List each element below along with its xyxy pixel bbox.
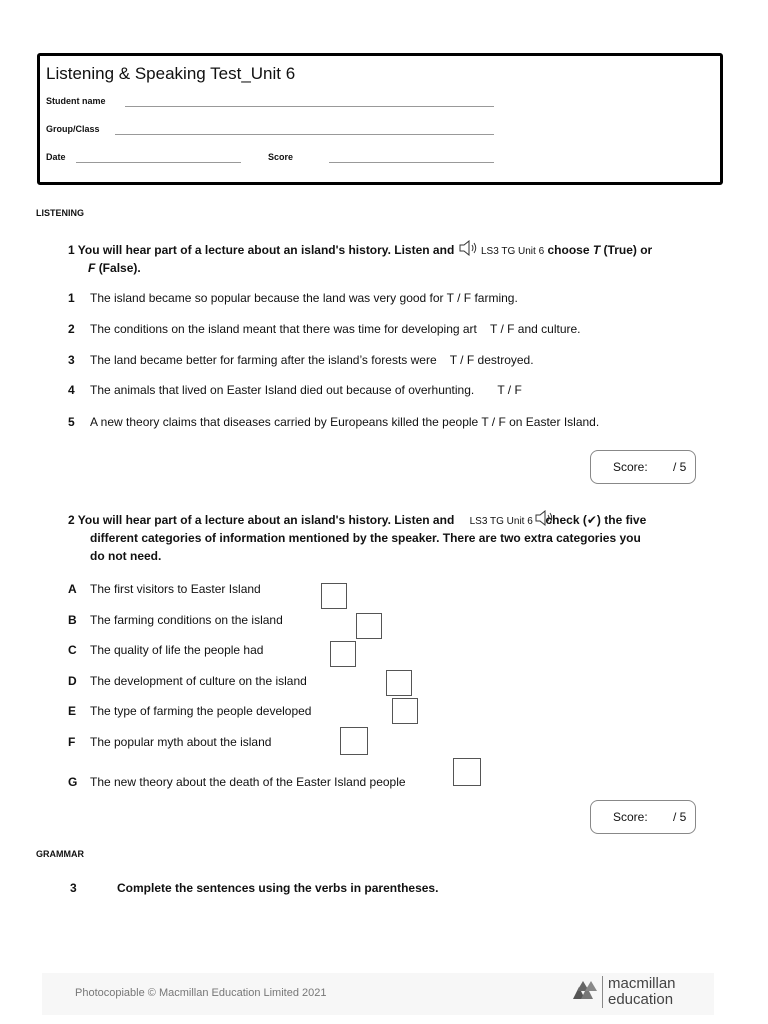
- question-2-instruction: check (✔) the five: [545, 513, 647, 527]
- q2-item-f-letter: F: [68, 735, 76, 749]
- student-name-field[interactable]: [125, 106, 494, 107]
- page-title: Listening & Speaking Test_Unit 6: [46, 64, 296, 83]
- question-2-line-3: do not need.: [90, 549, 162, 563]
- q2-item-e-checkbox[interactable]: [392, 698, 418, 724]
- q2-item-d-letter: D: [68, 674, 77, 688]
- q1-item-5-number: 5: [68, 415, 75, 429]
- false-letter: F: [88, 261, 96, 275]
- section-listening-label: LISTENING: [36, 208, 85, 218]
- question-2-line-1: [68, 510, 646, 531]
- q2-item-d-text: The development of culture on the island: [90, 674, 307, 688]
- question-1-instruction: choose: [547, 243, 590, 257]
- q1-score-box[interactable]: [590, 450, 696, 484]
- date-field[interactable]: [76, 162, 241, 163]
- footer-copyright: Photocopiable © Macmillan Education Limited 2021: [75, 987, 327, 999]
- true-letter: T: [592, 243, 601, 257]
- question-3-number: 3: [70, 881, 77, 895]
- q2-item-a-letter: A: [68, 582, 77, 596]
- logo-divider: [602, 976, 603, 1008]
- q1-score-total: / 5: [673, 460, 687, 474]
- question-2-text: 2 You will hear part of a lecture about an island's history. Listen and: [68, 513, 455, 527]
- q1-item-2-number: 2: [68, 322, 75, 336]
- group-class-label: Group/Class: [46, 124, 100, 134]
- q2-item-g-letter: G: [68, 775, 78, 789]
- macmillan-logo-icon: [572, 979, 598, 1001]
- question-1-text: 1 You will hear part of a lecture about an island's history. Listen and: [68, 243, 455, 257]
- q2-item-f-checkbox[interactable]: [340, 727, 368, 755]
- logo-word-macmillan: macmillan: [608, 975, 676, 992]
- q2-item-f-text: The popular myth about the island: [90, 735, 272, 749]
- q2-item-g-checkbox[interactable]: [453, 758, 481, 786]
- q2-item-b-letter: B: [68, 613, 77, 627]
- q1-item-4-text[interactable]: The animals that lived on Easter Island died out because of overhunting. T / F: [90, 383, 522, 397]
- q2-item-c-letter: C: [68, 643, 77, 657]
- question-3-text: Complete the sentences using the verbs in parentheses.: [117, 881, 439, 895]
- q2-item-b-text: The farming conditions on the island: [90, 613, 283, 627]
- q1-item-5-text[interactable]: A new theory claims that diseases carried by Europeans killed the people T / F on Easter Island.: [90, 415, 600, 429]
- question-2-line-2: different categories of information mentioned by the speaker. There are two extra categories you: [90, 531, 641, 545]
- true-text: (True) or: [603, 243, 653, 257]
- false-text: (False).: [98, 261, 141, 275]
- score-field[interactable]: [329, 162, 494, 163]
- q2-item-e-text: The type of farming the people developed: [90, 704, 312, 718]
- audio-track-label: LS3 TG Unit 6: [480, 246, 545, 257]
- q2-score-label: Score:: [613, 810, 648, 824]
- q2-item-e-letter: E: [68, 704, 77, 718]
- q2-item-a-text: The first visitors to Easter Island: [90, 582, 261, 596]
- q2-item-a-checkbox[interactable]: [321, 583, 347, 609]
- q1-item-1-text[interactable]: The island became so popular because the land was very good for T / F farming.: [90, 291, 518, 305]
- score-label: Score: [268, 152, 294, 162]
- q1-item-2-text[interactable]: The conditions on the island meant that there was time for developing art T / F and culture.: [90, 322, 581, 336]
- q1-score-label: Score:: [613, 460, 648, 474]
- q1-item-3-number: 3: [68, 353, 75, 367]
- q1-item-3-text[interactable]: The land became better for farming after the island’s forests were T / F destroyed.: [90, 353, 534, 367]
- question-1-line-1: [68, 240, 652, 261]
- q2-item-g-text: The new theory about the death of the Easter Island people: [90, 775, 406, 789]
- q2-item-c-text: The quality of life the people had: [90, 643, 264, 657]
- q1-item-4-number: 4: [68, 383, 75, 397]
- q2-score-box[interactable]: [590, 800, 696, 834]
- q2-item-d-checkbox[interactable]: [386, 670, 412, 696]
- q2-item-c-checkbox[interactable]: [330, 641, 356, 667]
- group-class-field[interactable]: [115, 134, 494, 135]
- question-1-line-2: [88, 259, 141, 277]
- q2-score-total: / 5: [673, 810, 687, 824]
- audio-track-label-2: LS3 TG Unit 6: [469, 516, 533, 527]
- speaker-icon[interactable]: [458, 240, 478, 256]
- q2-item-b-checkbox[interactable]: [356, 613, 382, 639]
- q1-item-1-number: 1: [68, 291, 75, 305]
- section-grammar-label: GRAMMAR: [36, 849, 84, 859]
- date-label: Date: [46, 152, 66, 162]
- logo-word-education: education: [608, 991, 674, 1008]
- student-name-label: Student name: [46, 96, 106, 106]
